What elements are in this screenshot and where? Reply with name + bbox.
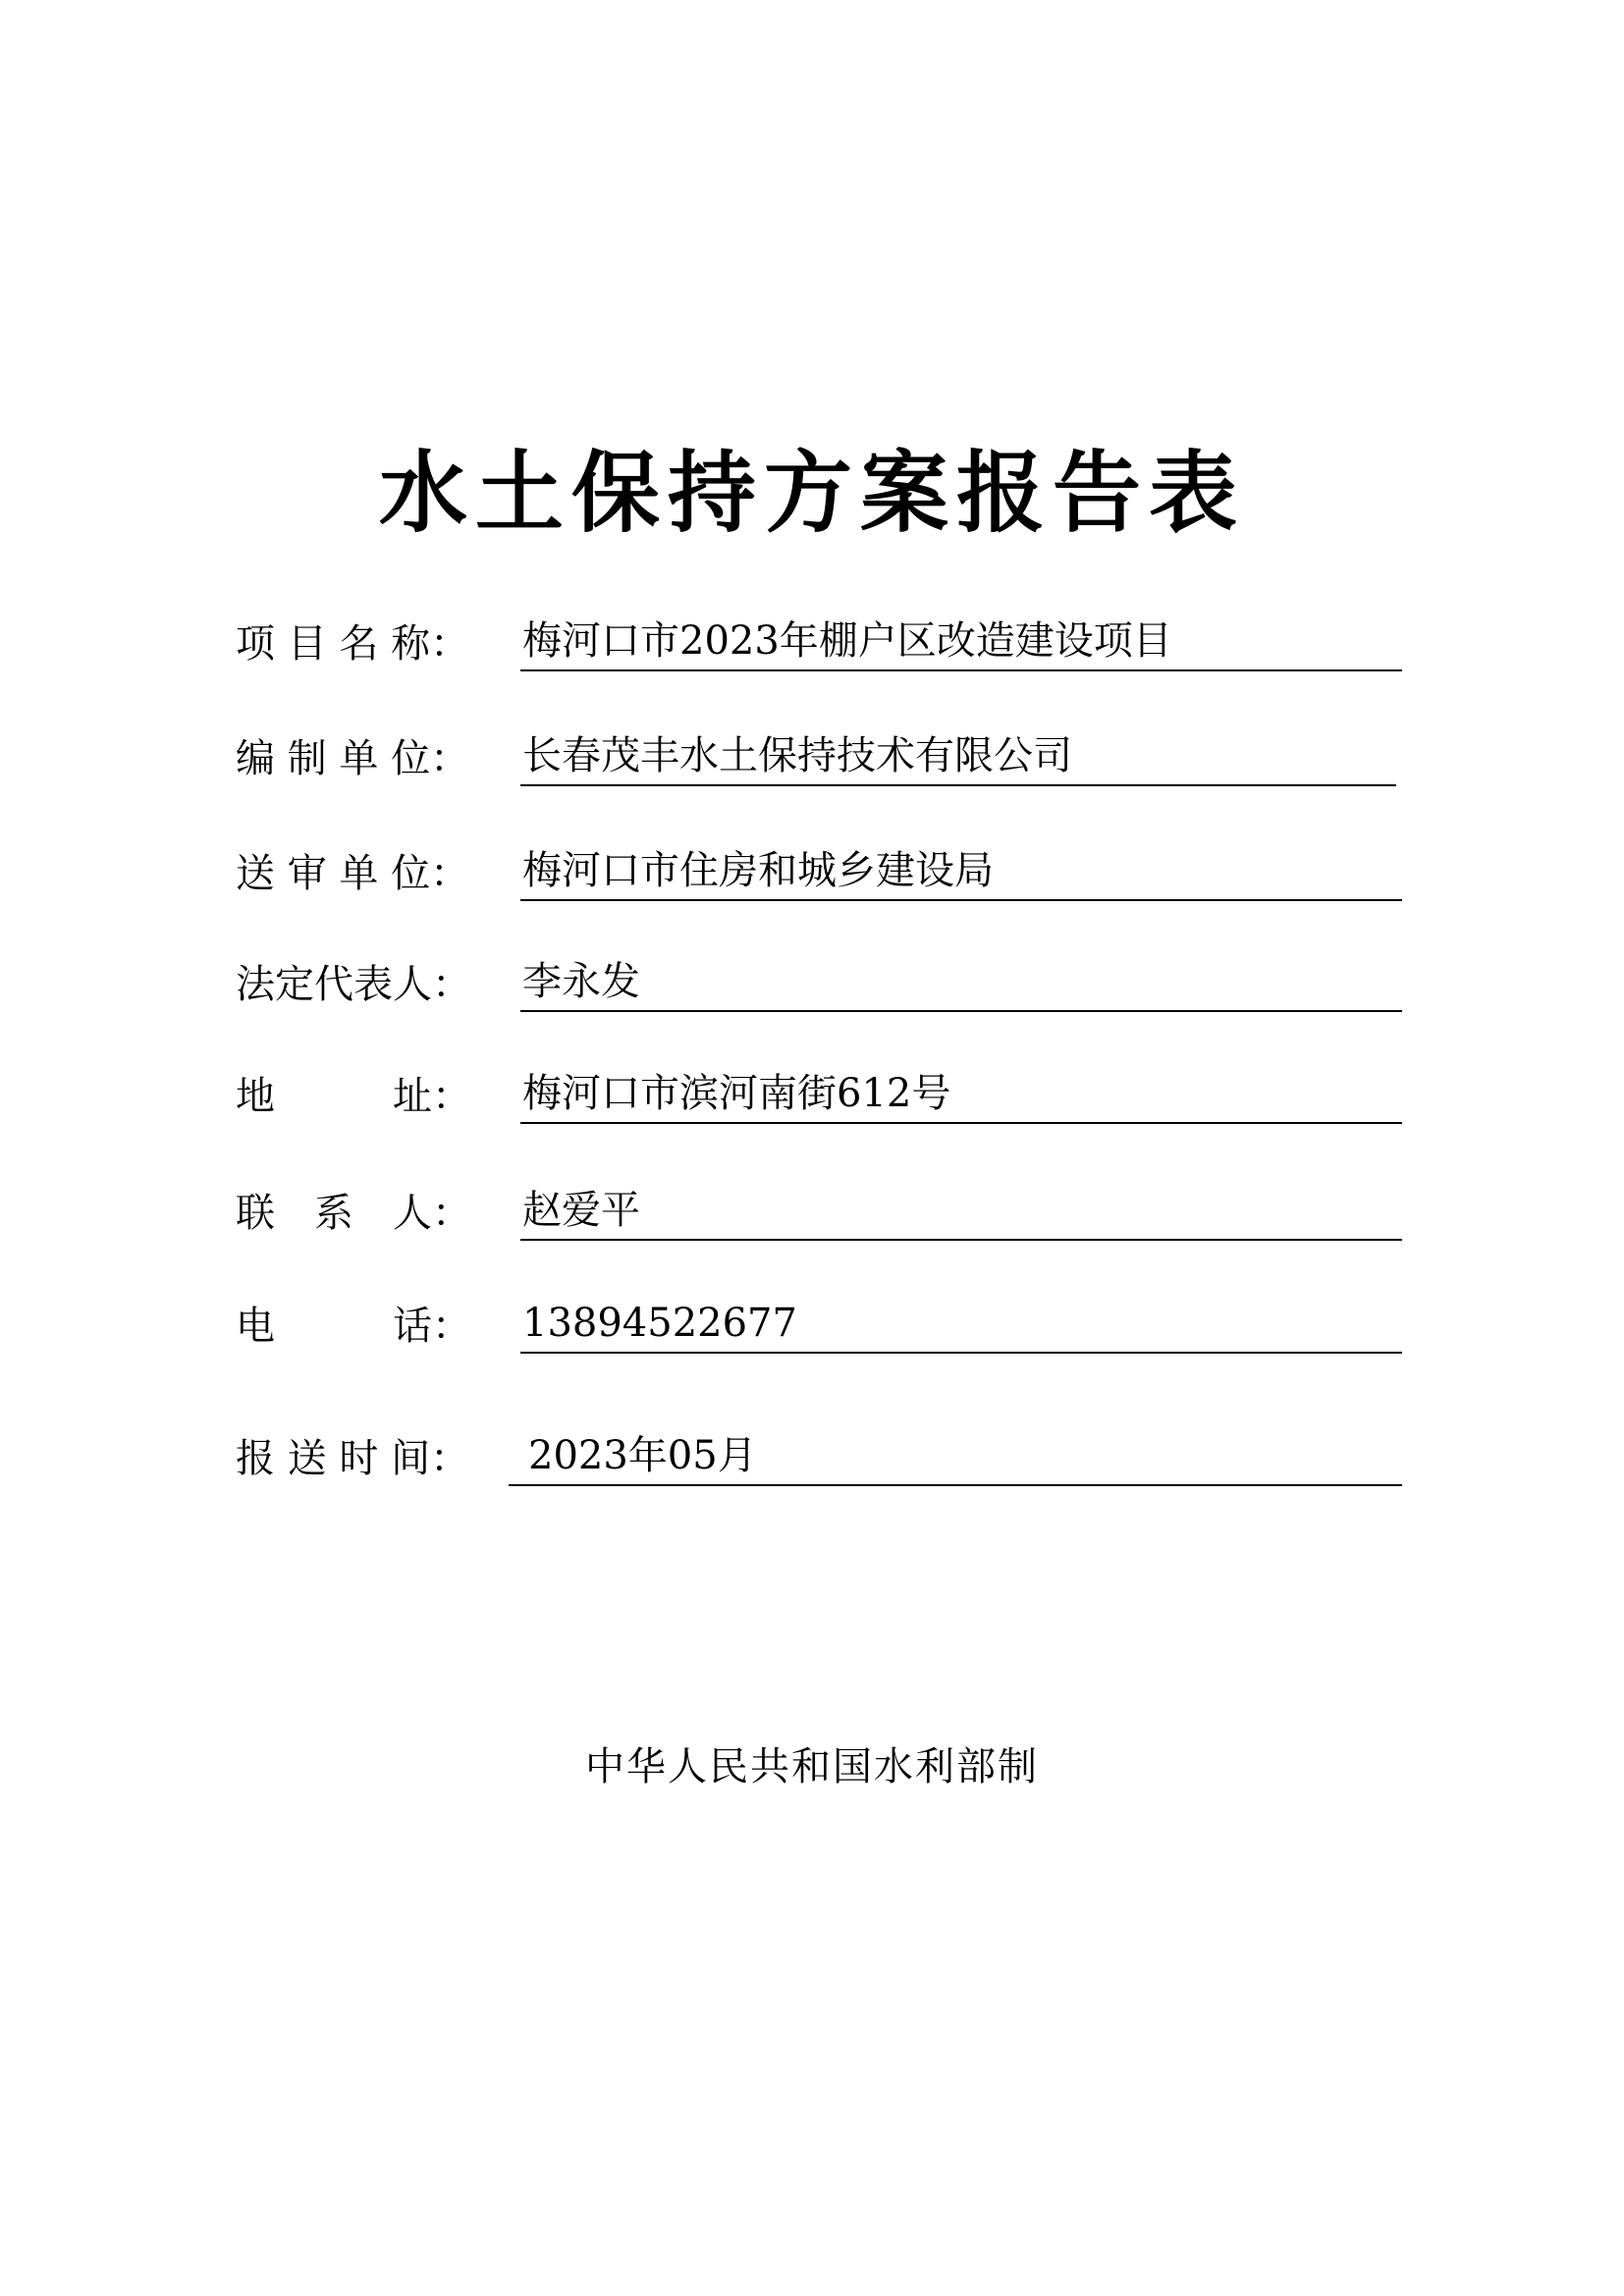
field-project-name — [236, 616, 1402, 671]
field-label-submitting-unit: 送 审 单 位： — [236, 851, 470, 896]
underline — [520, 899, 1402, 901]
field-value-contact-person: 赵爱平 — [522, 1188, 640, 1233]
underline — [520, 1010, 1402, 1012]
field-label-legal-representative: 法定代表人： — [236, 962, 471, 1007]
field-phone — [236, 1299, 1402, 1354]
underline — [520, 1122, 1402, 1124]
field-legal-representative — [236, 957, 1402, 1012]
field-label-project-name: 项 目 名 称： — [236, 621, 470, 667]
field-label-phone: 电 话： — [236, 1304, 471, 1349]
field-label-submission-date: 报 送 时 间： — [236, 1436, 470, 1481]
field-address — [236, 1069, 1402, 1124]
field-contact-person — [236, 1186, 1402, 1241]
underline — [520, 784, 1396, 786]
field-label-compiling-unit: 编 制 单 位： — [236, 736, 470, 781]
underline — [509, 1484, 1402, 1486]
field-compiling-unit — [236, 731, 1396, 786]
field-value-phone: 13894522677 — [522, 1301, 797, 1346]
document-title: 水土保持方案报告表 — [379, 442, 1245, 545]
field-value-compiling-unit: 长春茂丰水土保持技术有限公司 — [522, 733, 1072, 778]
underline — [520, 1352, 1402, 1354]
field-label-address: 地 址： — [236, 1074, 471, 1119]
field-label-contact-person: 联 系 人： — [236, 1191, 471, 1236]
underline — [520, 1239, 1402, 1241]
underline — [520, 669, 1402, 671]
publisher-line: 中华人民共和国水利部制 — [585, 1744, 1039, 1789]
field-value-submission-date: 2023年05月 — [528, 1433, 757, 1478]
field-submitting-unit — [236, 846, 1402, 901]
field-value-project-name: 梅河口市2023年棚户区改造建设项目 — [522, 618, 1172, 664]
field-value-submitting-unit: 梅河口市住房和城乡建设局 — [522, 848, 994, 893]
field-value-address: 梅河口市滨河南街612号 — [522, 1071, 951, 1116]
field-submission-date — [236, 1431, 1402, 1486]
field-value-legal-representative: 李永发 — [522, 959, 640, 1004]
